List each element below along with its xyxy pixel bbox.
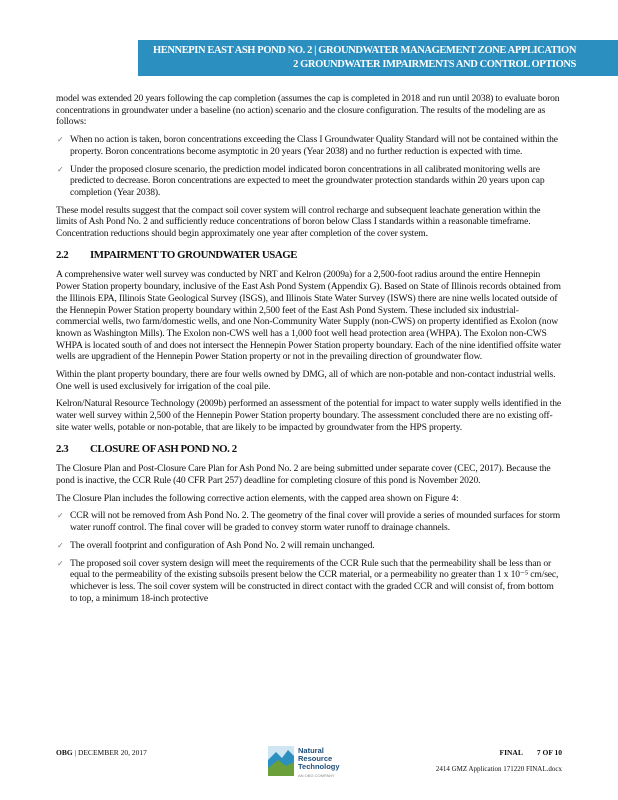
footer-filename: 2414 GMZ Application 171220 FINAL.docx — [435, 765, 562, 773]
page-footer — [56, 746, 562, 786]
well-survey-paragraph: A comprehensive water well survey was conducted by NRT and Kelron (2009a) for a 2,500-foot radius around the entire Hennepin Power Station property boundary, inclusive of the East Ash Pond System (Appendix G). Based on State of Illinois records obtained from the Illinois EPA, Illinois State Geological Survey (ISGS), and Illinois State Water Survey (ISWS) there are nine wells located outside of the Hennepin Power Station property boundary within 2,500 feet of the East Ash Pond System. These included six industrial-commercial wells, two farm/domestic wells, and one Non-Community Water Supply (non-CWS) on property identified as Exolon (now known as Washington Mills). The Exolon non-CWS well has a 1,000 foot well head protection area (WHPA). The Exolon non-CWS WHPA is located south of and does not intersect the Hennepin Power Station property boundary. Each of the nine identified offsite water wells are upgradient of the Hennepin Power Station property or not in the prevailing direction of groundwater flow. — [56, 269, 562, 363]
impact-assessment-paragraph: Kelron/Natural Resource Technology (2009b) performed an assessment of the potential for impact to water supply wells identified in the water well survey within 2,500 of the Hennepin Power Station property boundary. The assessment concluded there are no existing off-site water wells, potable or non-potable, that are likely to be impacted by groundwater from the HPS property. — [56, 398, 561, 433]
logo-wordmark: Natural Resource Technology — [298, 746, 340, 771]
running-header — [153, 44, 576, 72]
footer-left: OBG | DECEMBER 20, 2017 — [56, 748, 147, 757]
section-heading-2-2: 2.2 IMPAIRMENT TO GROUNDWATER USAGE — [56, 248, 298, 261]
corrective-action-list — [56, 510, 562, 604]
list-item: ✓ The overall footprint and configuration of Ash Pond No. 2 will remain unchanged. — [57, 539, 375, 551]
model-results-paragraph: These model results suggest that the compact soil cover system will control recharge and subsequent leachate generation within the limits of Ash Pond No. 2 and sufficiently reduce concentrations of boron below Class I standards within a reasonable timeframe. Concentration reductions should begin approximately one year after completion of the cover system. — [56, 204, 541, 240]
header-band — [138, 40, 618, 76]
list-item: ✓ Under the proposed closure scenario, the prediction model indicated boron concentrations in all calibrated monitoring wells are predicted to decrease. Boron concentrations are expected to meet the groundwater protection standards within 20 years upon cap completion (Year 2038). — [57, 163, 545, 198]
header-line-1: HENNEPIN EAST ASH POND NO. 2 | GROUNDWATER MANAGEMENT ZONE APPLICATION — [152, 45, 576, 56]
footer-right — [500, 748, 562, 757]
closure-plan-paragraph: The Closure Plan and Post-Closure Care Plan for Ash Pond No. 2 are being submitted under separate cover (CEC, 2017). Because the pond is inactive, the CCR Rule (40 CFR Part 257) deadline for completing closure of this pond is November 2020. — [56, 463, 551, 486]
section-heading-2-3: 2.3 CLOSURE OF ASH POND NO. 2 — [56, 442, 237, 455]
bullet-icon: ✓ — [57, 540, 64, 550]
footer-date: DECEMBER 20, 2017 — [77, 748, 147, 757]
footer-status: FINAL — [499, 748, 523, 757]
bullet-icon: ✓ — [57, 511, 64, 521]
corrective-action-intro: The Closure Plan includes the following corrective action elements, with the capped area shown on Figure 4: — [56, 492, 459, 504]
logo-tagline: AN OBG COMPANY — [298, 773, 335, 778]
document-body — [56, 93, 562, 610]
model-results-list — [56, 134, 562, 199]
list-item: ✓ When no action is taken, boron concentrations exceeding the Class I Groundwater Quality Standard will not be contained within the property. Boron concentrations become asymptotic in 20 years (Year 2038) and no further reduction is expected with time. — [57, 134, 558, 157]
nrt-logo-mark-icon — [268, 746, 296, 776]
bullet-icon: ✓ — [57, 558, 64, 568]
nrt-logo — [268, 746, 368, 784]
header-line-2: 2 GROUNDWATER IMPAIRMENTS AND CONTROL OPTIONS — [293, 59, 576, 70]
plant-wells-paragraph: Within the plant property boundary, there are four wells owned by DMG, all of which are non-potable and non-contact industrial wells. One well is used exclusively for irrigation of the coal pile. — [56, 369, 556, 392]
page-number: 7 OF 10 — [536, 748, 562, 757]
bullet-icon: ✓ — [57, 135, 64, 145]
bullet-icon: ✓ — [57, 164, 64, 174]
list-item: ✓ CCR will not be removed from Ash Pond No. 2. The geometry of the final cover will provide a series of mounded surfaces for storm water runoff control. The final cover will be graded to convey storm water runoff to drainage channels. — [57, 510, 561, 534]
footer-org: OBG — [56, 748, 73, 757]
list-item: ✓ The proposed soil cover system design will meet the requirements of the CCR Rule such that the permeability shall be less than or equal to the permeability of the existing subsoils present below the CCR material, or a permeability no greater than 1 x 10⁻⁵ cm/sec, whichever is less. The soil cover system will be constructed in direct contact with the graded CCR and will consist of, from bottom to top, a minimum 18-inch protective — [57, 557, 559, 604]
intro-paragraph: model was extended 20 years following the cap completion (assumes the cap is completed in 2018 and run until 2038) to evaluate boron concentrations in groundwater under a baseline (no action) scenario and the closure configuration. The results of the modeling are as follows: — [56, 93, 560, 128]
